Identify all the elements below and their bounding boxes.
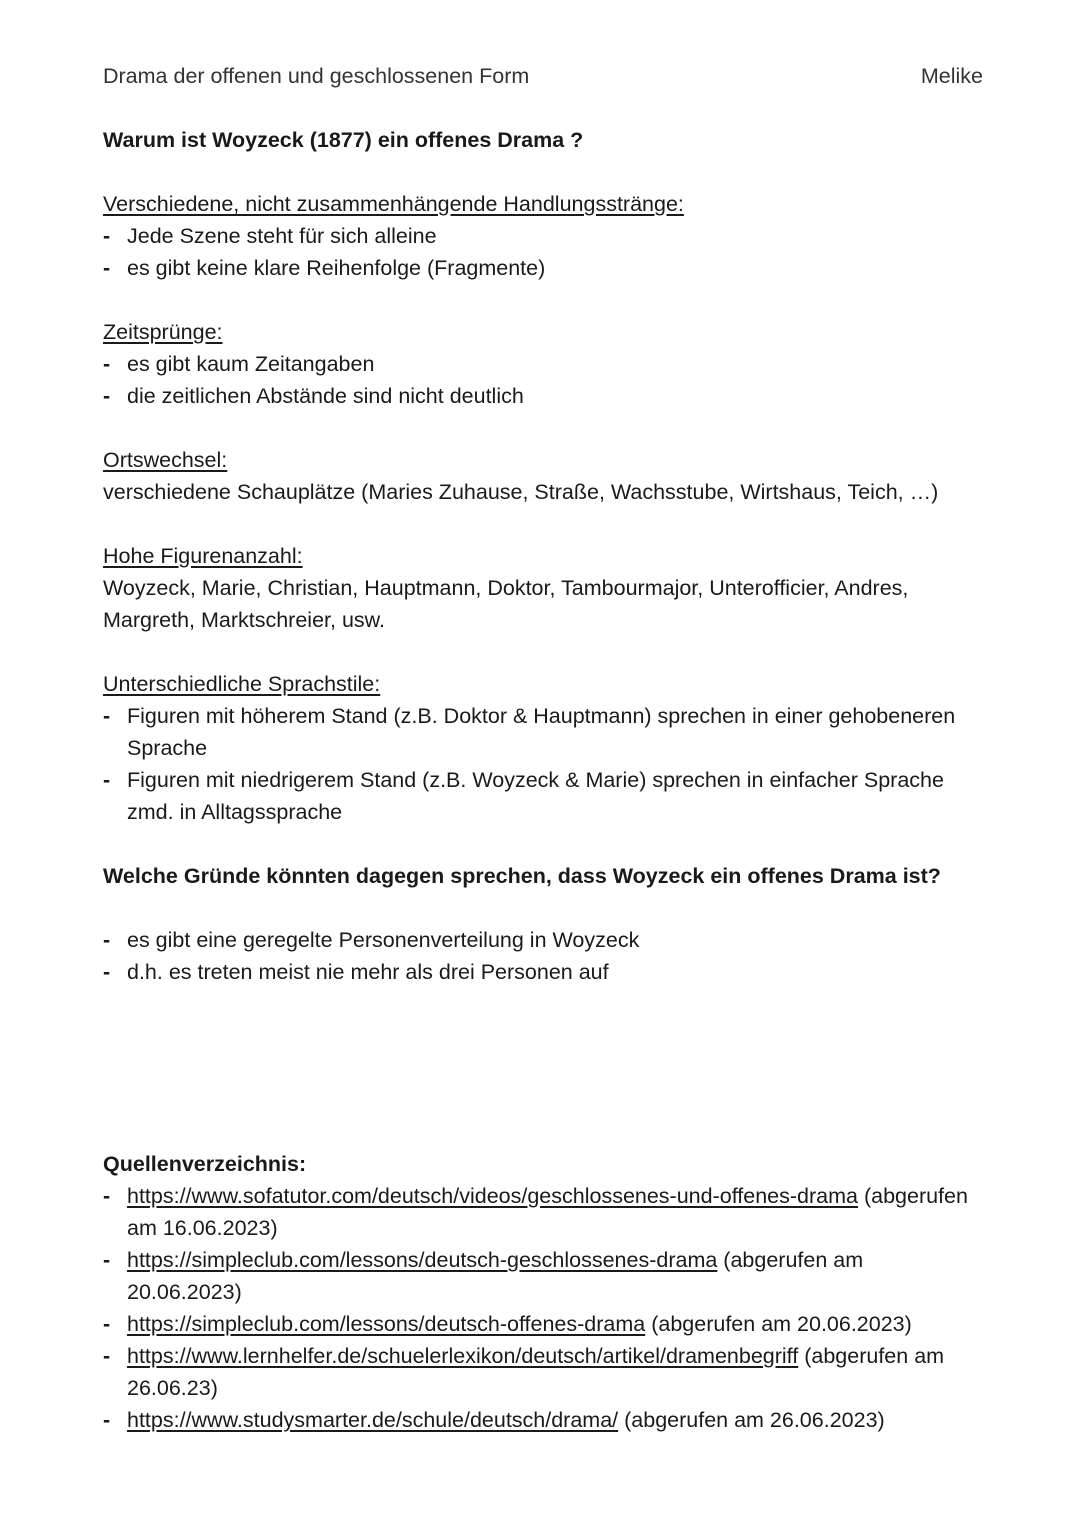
- list-item: - es gibt kaum Zeitangaben: [103, 348, 983, 380]
- source-link[interactable]: https://www.sofatutor.com/deutsch/videos/geschlossenes-und-offenes-drama: [127, 1184, 858, 1208]
- list-item: - Jede Szene steht für sich alleine: [103, 220, 983, 252]
- list-item: - Figuren mit niedrigerem Stand (z.B. Woyzeck & Marie) sprechen in einfacher Sprache zmd. in Alltagssprache: [103, 764, 983, 828]
- source-link[interactable]: https://www.lernhelfer.de/schuelerlexikon/deutsch/artikel/dramenbegriff: [127, 1344, 799, 1368]
- section-heading-ort: Ortswechsel:: [103, 448, 228, 472]
- section-heading-sprache: Unterschiedliche Sprachstile:: [103, 672, 381, 696]
- list-item: - es gibt keine klare Reihenfolge (Fragmente): [103, 252, 983, 284]
- document-page: [103, 60, 983, 1436]
- ort-text: verschiedene Schauplätze (Maries Zuhause, Straße, Wachsstube, Wirtshaus, Teich, …): [103, 480, 939, 504]
- source-item: [103, 1244, 983, 1308]
- source-item: [103, 1340, 983, 1404]
- source-link[interactable]: https://www.studysmarter.de/schule/deutsch/drama/: [127, 1408, 619, 1432]
- author-name: Melike: [920, 64, 983, 88]
- source-item: [103, 1180, 983, 1244]
- sprache-list: [103, 700, 983, 828]
- sources-heading: Quellenverzeichnis:: [103, 1152, 307, 1176]
- source-link[interactable]: https://simpleclub.com/lessons/deutsch-offenes-drama: [127, 1312, 646, 1336]
- handlung-list: [103, 220, 983, 284]
- section-heading-handlung: Verschiedene, nicht zusammenhängende Handlungsstränge:: [103, 192, 684, 216]
- zeit-list: [103, 348, 983, 412]
- list-item: - Figuren mit höherem Stand (z.B. Doktor & Hauptmann) sprechen in einer gehobeneren Sprache: [103, 700, 983, 764]
- list-item: - die zeitlichen Abstände sind nicht deutlich: [103, 380, 983, 412]
- question-heading-2: Welche Gründe könnten dagegen sprechen, dass Woyzeck ein offenes Drama ist?: [103, 864, 941, 888]
- list-item: - es gibt eine geregelte Personenverteilung in Woyzeck: [103, 924, 983, 956]
- source-date: (abgerufen am 20.06.2023): [127, 1248, 864, 1304]
- source-item: [103, 1404, 983, 1436]
- page-header: [103, 60, 983, 92]
- list-item: - d.h. es treten meist nie mehr als drei Personen auf: [103, 956, 983, 988]
- figuren-text: Woyzeck, Marie, Christian, Hauptmann, Doktor, Tambourmajor, Unterofficier, Andres, Margreth, Marktschreier, usw.: [103, 576, 909, 632]
- source-date: (abgerufen am 16.06.2023): [127, 1184, 968, 1240]
- source-date: (abgerufen am 26.06.2023): [618, 1408, 885, 1432]
- sources-list: [103, 1180, 983, 1436]
- gegen-list: [103, 924, 983, 988]
- question-heading-1: Warum ist Woyzeck (1877) ein offenes Drama ?: [103, 128, 584, 152]
- section-heading-figuren: Hohe Figurenanzahl:: [103, 544, 303, 568]
- source-date: (abgerufen am 20.06.2023): [645, 1312, 912, 1336]
- source-item: [103, 1308, 983, 1340]
- section-heading-zeit: Zeitsprünge:: [103, 320, 223, 344]
- source-link[interactable]: https://simpleclub.com/lessons/deutsch-geschlossenes-drama: [127, 1248, 718, 1272]
- document-title: Drama der offenen und geschlossenen Form: [103, 64, 530, 88]
- source-date: (abgerufen am 26.06.23): [127, 1344, 945, 1400]
